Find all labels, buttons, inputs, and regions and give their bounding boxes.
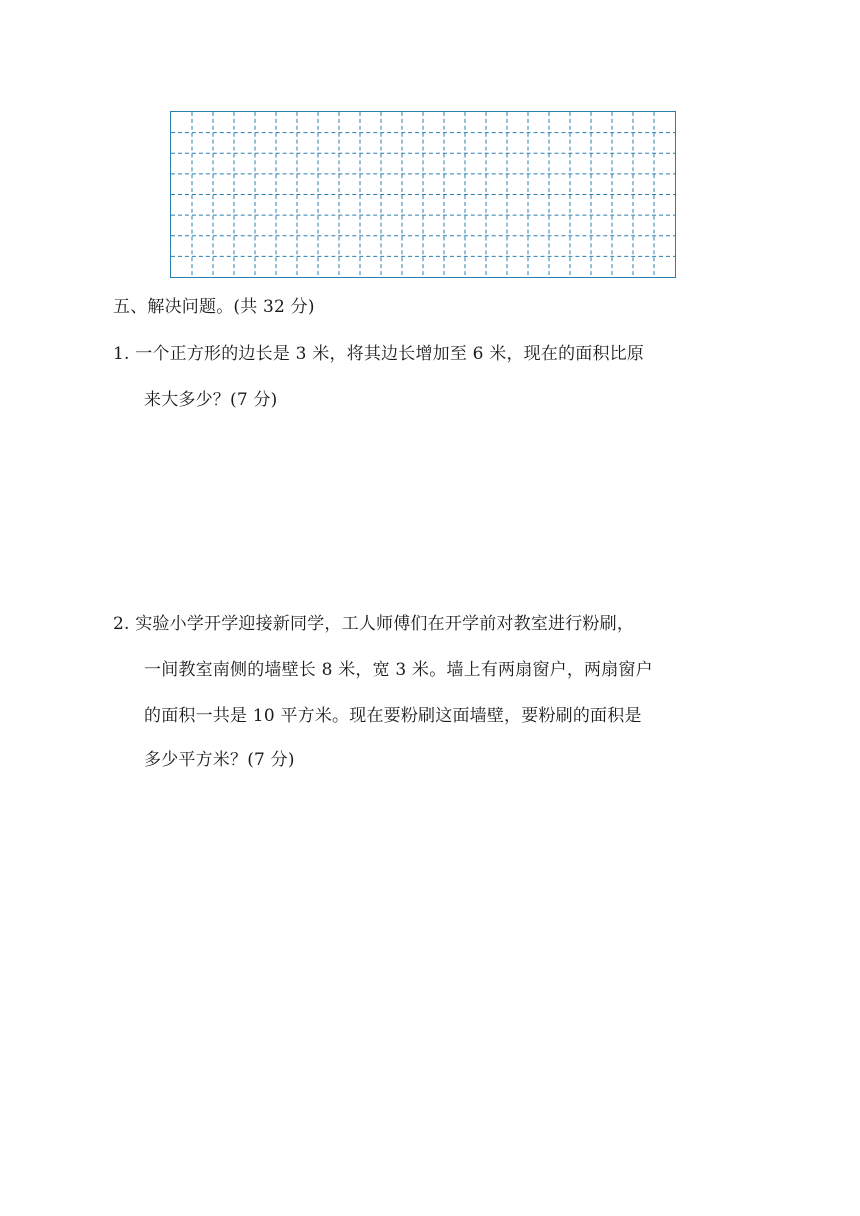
writing-grid <box>170 111 676 278</box>
question-2-line-4: 多少平方米？(7 分) <box>144 750 295 770</box>
question-2-line-3: 的面积一共是 10 平方米。现在要粉刷这面墙壁，要粉刷的面积是 <box>144 706 642 726</box>
question-2-line-2: 一间教室南侧的墙壁长 8 米，宽 3 米。墙上有两扇窗户，两扇窗户 <box>144 660 653 680</box>
section-title: 五、解决问题。(共 32 分) <box>113 297 315 317</box>
question-1-line-2: 来大多少？(7 分) <box>144 390 278 410</box>
writing-grid-lines <box>171 112 675 277</box>
question-2-line-1: 2. 实验小学开学迎接新同学，工人师傅们在开学前对教室进行粉刷， <box>113 614 635 634</box>
question-1-line-1: 1. 一个正方形的边长是 3 米，将其边长增加至 6 米，现在的面积比原 <box>113 344 645 364</box>
